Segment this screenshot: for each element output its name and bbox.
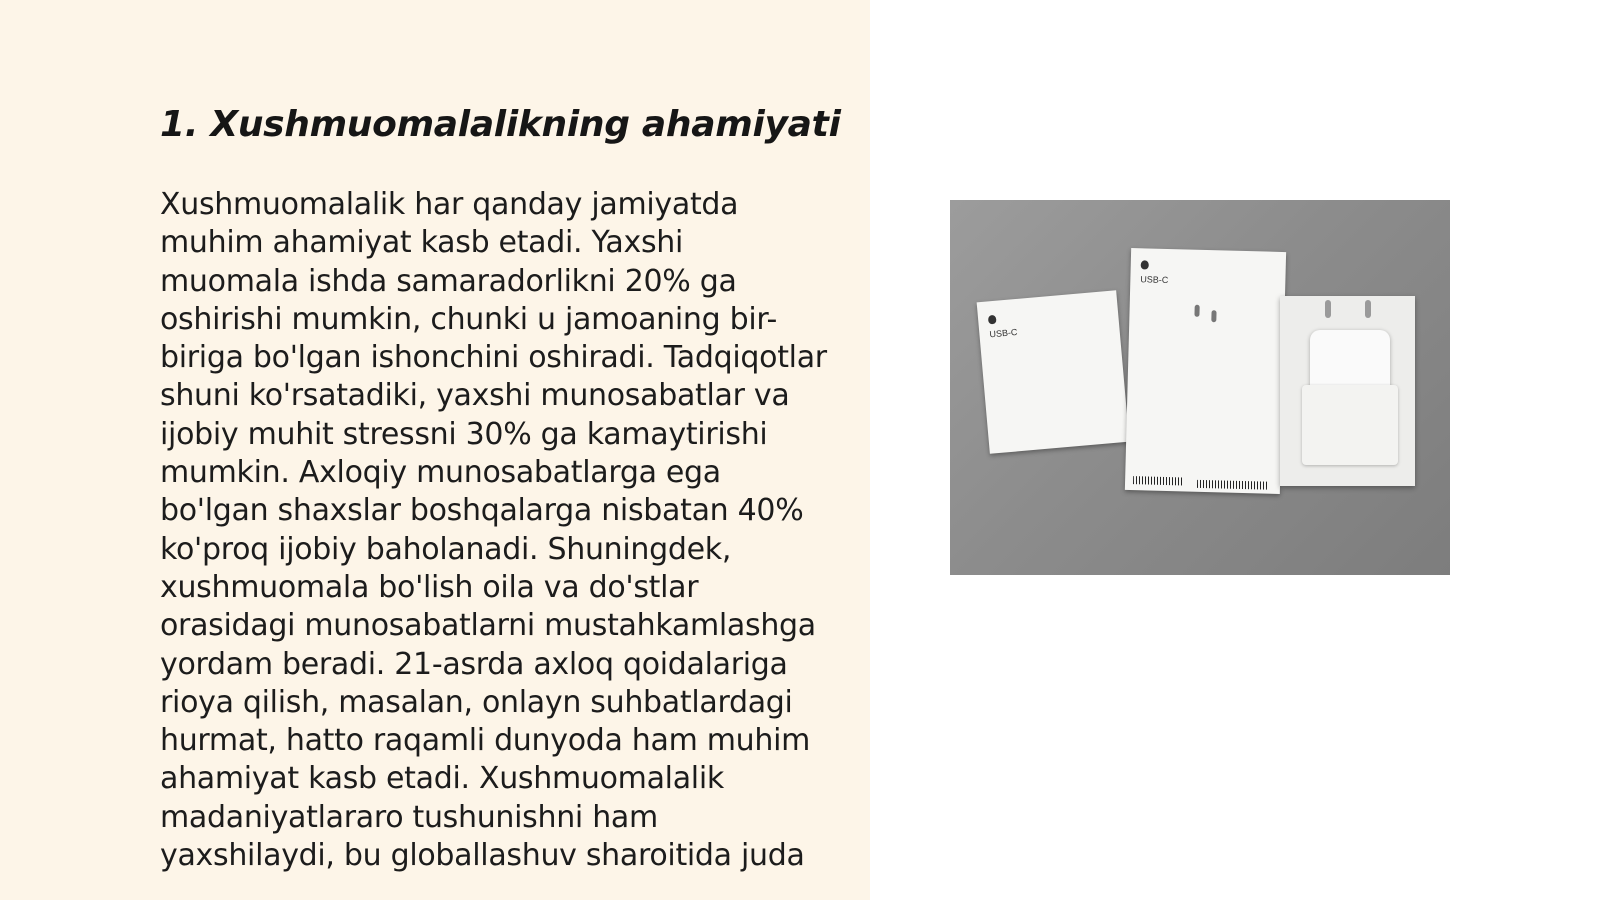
prong-icon	[1211, 310, 1216, 322]
box-label: USB-C	[1140, 274, 1169, 285]
charger-box	[1125, 248, 1286, 494]
manual-label: USB-C	[989, 326, 1018, 340]
manual-card	[977, 290, 1130, 454]
charger-photo	[950, 200, 1450, 575]
apple-logo-icon	[988, 315, 997, 325]
prong-icon	[1365, 300, 1371, 318]
apple-logo-icon	[1141, 260, 1149, 269]
slide-paragraph: Xushmuomalalik har qanday jamiyatda muhim ahamiyat kasb etadi. Yaxshi muomala ishda samaradorlikni 20% ga oshirishi mumkin, chunki u jamoaning bir-biriga bo'lgan ishonchini oshiradi. Tadqiqotlar shuni ko'rsatadiki, yaxshi munosabatlar va ijobiy muhit stressni 30% ga kamaytirishi mumkin. Axloqiy munosabatlarga ega bo'lgan shaxslar boshqalarga nisbatan 40% ko'proq ijobiy baholanadi. Shuningdek, xushmuomala bo'lish oila va do'stlar orasidagi munosabatlarni mustahkamlashga yordam beradi. 21-asrda axloq qoidalariga rioya qilish, masalan, onlayn suhbatlardagi hurmat, hatto raqamli dunyoda ham muhim ahamiyat kasb etadi. Xushmuomalalik madaniyatlararo tushunishni ham yaxshilaydi, bu globallashuv sharoitida juda	[160, 187, 827, 874]
barcode-icon	[1133, 476, 1183, 485]
prong-icon	[1325, 300, 1331, 318]
prong-icon	[1194, 305, 1199, 317]
power-adapter-body	[1302, 385, 1398, 465]
barcode-icon	[1197, 480, 1267, 490]
slide-heading: 1. Xushmuomalalikning ahamiyati	[160, 104, 841, 145]
